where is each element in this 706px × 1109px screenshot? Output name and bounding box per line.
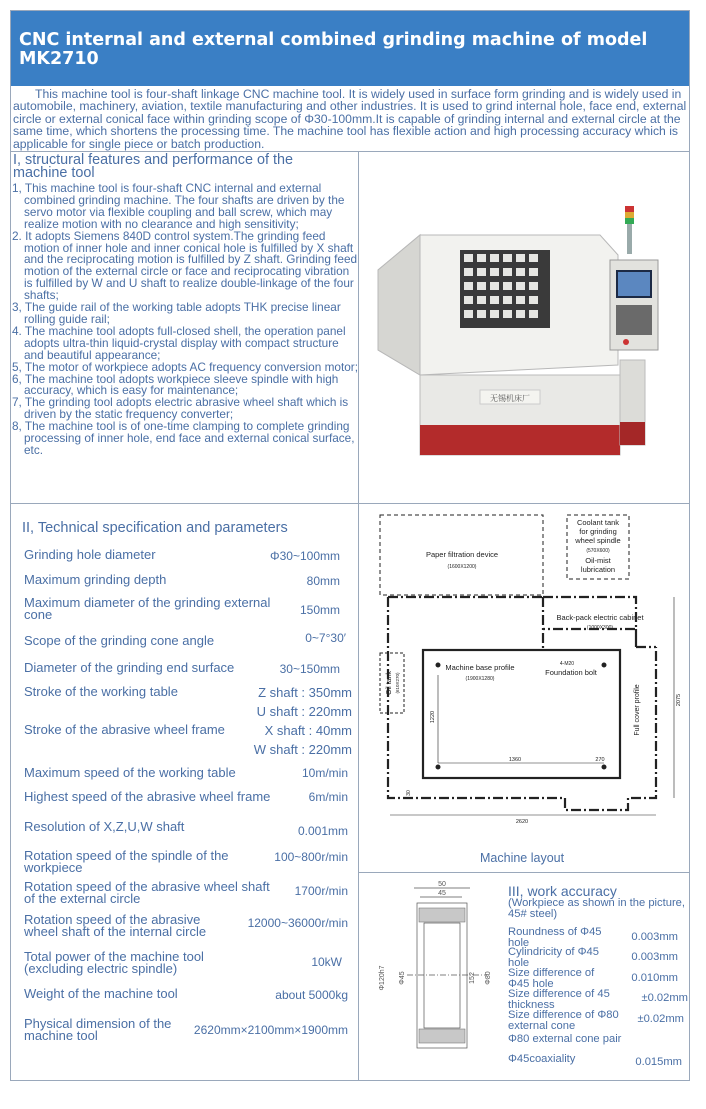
back-cabinet-outline — [543, 597, 636, 650]
spec-value: Z shaft : 350mm — [258, 685, 352, 700]
dim-152: 152 — [469, 972, 476, 984]
oil-mist-label: Oil-mist — [585, 556, 611, 565]
list-item: 5, The motor of workpiece adopts AC frequency conversion motor; — [12, 359, 358, 374]
accuracy-value: 0.015mm — [635, 1056, 682, 1068]
features-title: I, structural features and performance of the machine tool — [13, 152, 293, 181]
accuracy-label: Cylindricity of Φ45 hole — [508, 946, 599, 969]
accuracy-label: Φ80 external cone pair — [508, 1033, 622, 1045]
accuracy-value: 0.010mm — [631, 972, 678, 984]
coolant-label: for grinding — [579, 527, 617, 536]
divider — [11, 503, 689, 504]
spec-label: Highest speed of the abrasive wheel frame — [24, 789, 271, 804]
list-item: 7, The grinding tool adopts electric abrasive wheel shaft which is driven by the static frequency converter; — [12, 395, 349, 422]
base-profile-label: Machine base profile — [445, 663, 515, 672]
dim-2075: 2075 — [676, 693, 682, 707]
workpiece-drawing — [362, 878, 502, 1078]
paper-filter-label: Paper filtration device — [425, 550, 499, 559]
list-item: 6, The machine tool adopts workpiece sleeve spindle with high accuracy, which is easy for maintenance; — [12, 371, 339, 398]
accuracy-value: 0.003mm — [631, 931, 678, 943]
intro-paragraph: This machine tool is four-shaft linkage CNC machine tool. It is widely used in surface form grinding and is widely used in automobile, machinery, aviation, textile manufacturing and other industries. It is used to grind internal hole, face end, external circle or external conical face within grinding scope of Φ30-100mm.It is capable of grinding internal and external circle at the same time, which shortens the processing time. The machine tool has flexible action and high processing accuracy which is applicable for single piece or batch production. — [13, 87, 687, 151]
title-banner — [11, 11, 689, 86]
accuracy-label: Φ45coaxiality — [508, 1053, 576, 1065]
spec-value: 80mm — [306, 574, 340, 588]
spec-label: Physical dimension of the machine tool — [24, 1016, 172, 1043]
spec-value: 30~150mm — [279, 662, 340, 676]
spec-label: Stroke of the abrasive wheel frame — [24, 722, 225, 737]
oil-mist-label: lubrication — [580, 565, 616, 574]
divider — [358, 503, 359, 1081]
foundation-bolt — [436, 663, 440, 667]
dim-270: 270 — [595, 757, 605, 763]
foundation-bolt-label: Foundation bolt — [545, 668, 597, 677]
foundation-bolt — [602, 765, 606, 769]
machine-photo — [360, 160, 686, 490]
accuracy-label: Roundness of Φ45 hole — [508, 926, 602, 949]
accuracy-value: ±0.02mm — [637, 1013, 684, 1025]
oil-tank-label: Oil tank — [386, 671, 393, 695]
list-item: 8, The machine tool is of one-time clamping to complete grinding processing of inner hole, end face and external conical surface, etc. — [12, 419, 355, 457]
spec-value: 150mm — [299, 603, 340, 617]
spec-label: Grinding hole diameter — [24, 547, 156, 562]
dim-1220: 1220 — [430, 710, 436, 724]
coolant-dim: (570X600) — [586, 548, 610, 554]
accuracy-subtitle: (Workpiece as shown in the picture, 45# steel) — [508, 897, 686, 920]
full-cover-label: Full cover profile — [634, 684, 641, 736]
spec-value: 0.001mm — [297, 824, 348, 838]
paper-filter-dim: (1600X1200) — [447, 564, 477, 570]
dim-2620: 2620 — [515, 819, 529, 825]
spec-label: Rotation speed of the abrasive wheel shaft of the internal circle — [24, 912, 207, 939]
list-item: 1, This machine tool is four-shaft CNC internal and external combined grinding machine. The four shafts are driven by the servo motor via flexible coupling and ball screw, which may realize motion with no clearance and high sensitivity; — [12, 181, 345, 231]
spec-label: Maximum speed of the working table — [24, 765, 236, 780]
spec-label: Maximum diameter of the grinding external cone — [24, 595, 271, 622]
spec-label: Maximum grinding depth — [24, 572, 167, 587]
spec-value: 100~800r/min — [274, 850, 348, 864]
machine-layout-drawing — [360, 505, 688, 850]
spec-value: Φ30~100mm — [270, 549, 340, 563]
back-cabinet-dim: (1000X300) — [586, 625, 614, 631]
accuracy-value: ±0.02mm — [641, 992, 688, 1004]
spec-value: 10m/min — [301, 766, 348, 780]
bolt-spec: 4-M20 — [559, 661, 575, 667]
accuracy-title: III, work accuracy — [508, 883, 617, 899]
spec-label: Total power of the machine tool (excluding electric spindle) — [24, 949, 204, 976]
dim-1360: 1360 — [508, 757, 522, 763]
spec-value: 10kW — [311, 955, 342, 969]
specs-title: II, Technical specification and parameters — [22, 520, 288, 536]
spec-value: 2620mm×2100mm×1900mm — [193, 1023, 348, 1037]
spec-label: Resolution of X,Z,U,W shaft — [24, 819, 185, 834]
spec-label: Stroke of the working table — [24, 684, 178, 699]
coolant-label: Coolant tank — [576, 518, 620, 527]
list-item: 3, The guide rail of the working table adopts THK precise linear rolling guide rail; — [12, 300, 341, 326]
spec-label: Rotation speed of the spindle of the workpiece — [24, 848, 229, 875]
spec-label: Scope of the grinding cone angle — [24, 633, 215, 648]
dim-d45: Φ45 — [399, 971, 406, 985]
dim-d120: Φ120h7 — [379, 965, 386, 991]
spec-value: U shaft : 220mm — [256, 704, 352, 719]
nameplate: 无锡机床厂 — [490, 394, 530, 403]
spec-value: X shaft : 40mm — [264, 723, 352, 738]
back-cabinet-label: Back-pack electric cabinet — [556, 613, 644, 622]
oil-tank-dim: (610X270) — [395, 672, 400, 694]
dim-30: 30 — [406, 790, 412, 796]
spec-value: 1700r/min — [294, 884, 348, 898]
spec-value: about 5000kg — [275, 988, 348, 1002]
list-item: 4. The machine tool adopts full-closed shell, the operation panel adopts ultra-thin liquid-crystal display with compact structure and beautiful appearance; — [12, 323, 346, 362]
spec-label: Rotation speed of the abrasive wheel shaft of the external circle — [24, 879, 270, 906]
spec-value: W shaft : 220mm — [253, 742, 352, 757]
spec-value: 6m/min — [308, 790, 348, 804]
spec-label: Diameter of the grinding end surface — [24, 660, 235, 675]
foundation-bolt — [436, 765, 440, 769]
dim-45: 45 — [438, 890, 446, 897]
accuracy-label: Size difference of Φ80 external cone — [508, 1009, 619, 1032]
list-item: 2. It adopts Siemens 840D control system.The grinding feed motion of inner hole and inner conical hole is fulfilled by X shaft and the reciprocating motion is fulfilled by Z shaft. Grinding feed motion of the external circle or face and reciprocating vibration is fulfilled by W and U shaft to realize double-linkage of the four shafts; — [12, 228, 358, 303]
spec-label: Weight of the machine tool — [24, 986, 178, 1001]
features-list — [12, 183, 360, 457]
foundation-bolt — [602, 663, 606, 667]
layout-caption: Machine layout — [480, 851, 565, 865]
dim-50: 50 — [438, 881, 446, 888]
accuracy-value: 0.003mm — [631, 951, 678, 963]
accuracy-label: Size difference of Φ45 hole — [508, 967, 595, 990]
divider — [358, 872, 689, 873]
coolant-label: wheel spindle — [575, 536, 621, 545]
accuracy-label: Size difference of 45 thickness — [508, 988, 610, 1011]
page-title: CNC internal and external combined grinding machine of model MK2710 — [19, 30, 648, 69]
dim-d80: Φ80 — [485, 971, 492, 985]
spec-value: 0~7°30′ — [305, 631, 346, 645]
spec-value: 12000~36000r/min — [247, 916, 348, 930]
base-profile-dim: (1900X1280) — [465, 676, 495, 682]
